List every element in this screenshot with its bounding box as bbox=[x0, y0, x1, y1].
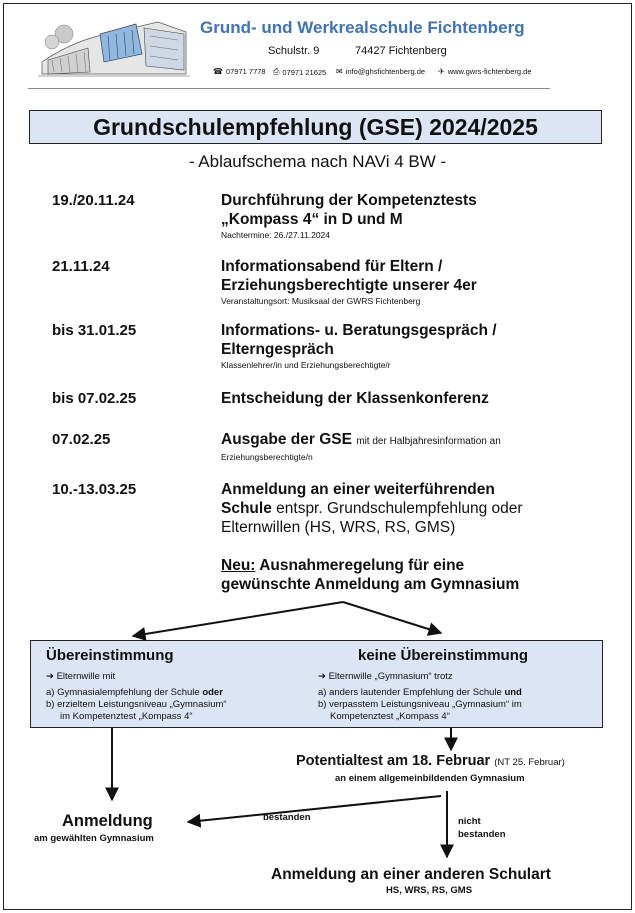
event-line: entspr. Grundschulempfehlung oder bbox=[276, 500, 523, 517]
registration-sub: am gewählten Gymnasium bbox=[34, 833, 154, 844]
event-note: Veranstaltungsort: Musiksaal der GWRS Fichtenberg bbox=[221, 296, 421, 306]
page-title: Grundschulempfehlung (GSE) 2024/2025 bbox=[29, 110, 602, 144]
fax-icon: ⎙ bbox=[273, 67, 280, 76]
not-passed-label: bestanden bbox=[458, 829, 506, 840]
event-note: Erziehungsberechtigte/n bbox=[221, 452, 313, 462]
event-line: Schule bbox=[221, 500, 272, 517]
email-icon: ✉ bbox=[336, 67, 343, 76]
no-match-line: ➔ Elternwille „Gymnasium“ trotz bbox=[318, 671, 453, 682]
potential-test: Potentialtest am 18. Februar (NT 25. Februar) bbox=[296, 753, 565, 769]
no-match-heading: keine Übereinstimmung bbox=[358, 647, 529, 664]
event-line: Ausgabe der GSE bbox=[221, 431, 352, 448]
event-line: „Kompass 4“ in D und M bbox=[221, 211, 403, 228]
event-line: Entscheidung der Klassenkonferenz bbox=[221, 390, 489, 407]
city: 74427 Fichtenberg bbox=[355, 45, 447, 57]
other-school-sub: HS, WRS, RS, GMS bbox=[386, 885, 473, 896]
other-school-title: Anmeldung an einer anderen Schulart bbox=[271, 866, 551, 883]
page-subtitle: - Ablaufschema nach NAVi 4 BW - bbox=[188, 152, 447, 171]
event-line: Informations- u. Beratungsgespräch / bbox=[221, 322, 497, 339]
new-rule-line: Ausnahmeregelung für eine bbox=[259, 557, 465, 574]
match-heading: Übereinstimmung bbox=[46, 647, 174, 664]
passed-label: bestanden bbox=[263, 812, 311, 823]
no-match-line: b) verpasstem Leistungsniveau „Gymnasium“ im bbox=[318, 699, 522, 710]
web-icon: ✈ bbox=[438, 67, 445, 76]
event-line: Informationsabend für Eltern / bbox=[221, 258, 443, 275]
event-date: 19./20.11.24 bbox=[52, 192, 135, 209]
event-note: Nachtermine: 26./27.11.2024 bbox=[221, 230, 330, 240]
new-rule-line: gewünschte Anmeldung am Gymnasium bbox=[221, 576, 520, 593]
match-line: im Kompetenztest „Kompass 4“ bbox=[60, 711, 193, 722]
email[interactable]: ✉ info@ghsfichtenberg.de bbox=[336, 67, 426, 76]
event-date: 21.11.24 bbox=[52, 258, 110, 275]
event-note: Klassenlehrer/in und Erziehungsberechtigte/r bbox=[221, 360, 391, 370]
phone: ☎ 07971 7778 bbox=[213, 67, 266, 76]
phone-icon: ☎ bbox=[213, 67, 223, 76]
school-name: Grund- und Werkrealschule Fichtenberg bbox=[200, 18, 525, 37]
event-line: Anmeldung an einer weiterführenden bbox=[221, 481, 495, 498]
event-date: bis 07.02.25 bbox=[52, 390, 137, 407]
match-line: ➔ Elternwille mit bbox=[46, 671, 116, 682]
event-line-small: mit der Halbjahresinformation an bbox=[356, 436, 501, 447]
match-line: b) erzieltem Leistungsniveau „Gymnasium“ bbox=[46, 699, 227, 710]
event-line: Elterngespräch bbox=[221, 341, 334, 358]
event-date: bis 31.01.25 bbox=[52, 322, 137, 339]
event-line: Elternwillen (HS, WRS, RS, GMS) bbox=[221, 519, 456, 536]
potential-note: (NT 25. Februar) bbox=[494, 757, 565, 768]
potential-sub: an einem allgemeinbildenden Gymnasium bbox=[335, 773, 525, 784]
website[interactable]: ✈ www.gwrs-fichtenberg.de bbox=[438, 67, 532, 76]
not-label: nicht bbox=[458, 816, 481, 827]
street: Schulstr. 9 bbox=[268, 45, 320, 57]
registration-title: Anmeldung bbox=[62, 812, 153, 830]
event-line: Durchführung der Kompetenztests bbox=[221, 192, 477, 209]
new-label: Neu: bbox=[221, 557, 256, 574]
no-match-line: Kompetenztest „Kompass 4“ bbox=[330, 711, 450, 722]
no-match-line: a) anders lautender Empfehlung der Schule und bbox=[318, 687, 522, 698]
event-date: 07.02.25 bbox=[52, 431, 111, 448]
event-date: 10.-13.03.25 bbox=[52, 481, 137, 498]
fax: ⎙ 07971 21625 bbox=[273, 67, 327, 77]
match-line: a) Gymnasialempfehlung der Schule oder bbox=[46, 687, 223, 698]
event-line: Erziehungsberechtigte unserer 4er bbox=[221, 277, 477, 294]
